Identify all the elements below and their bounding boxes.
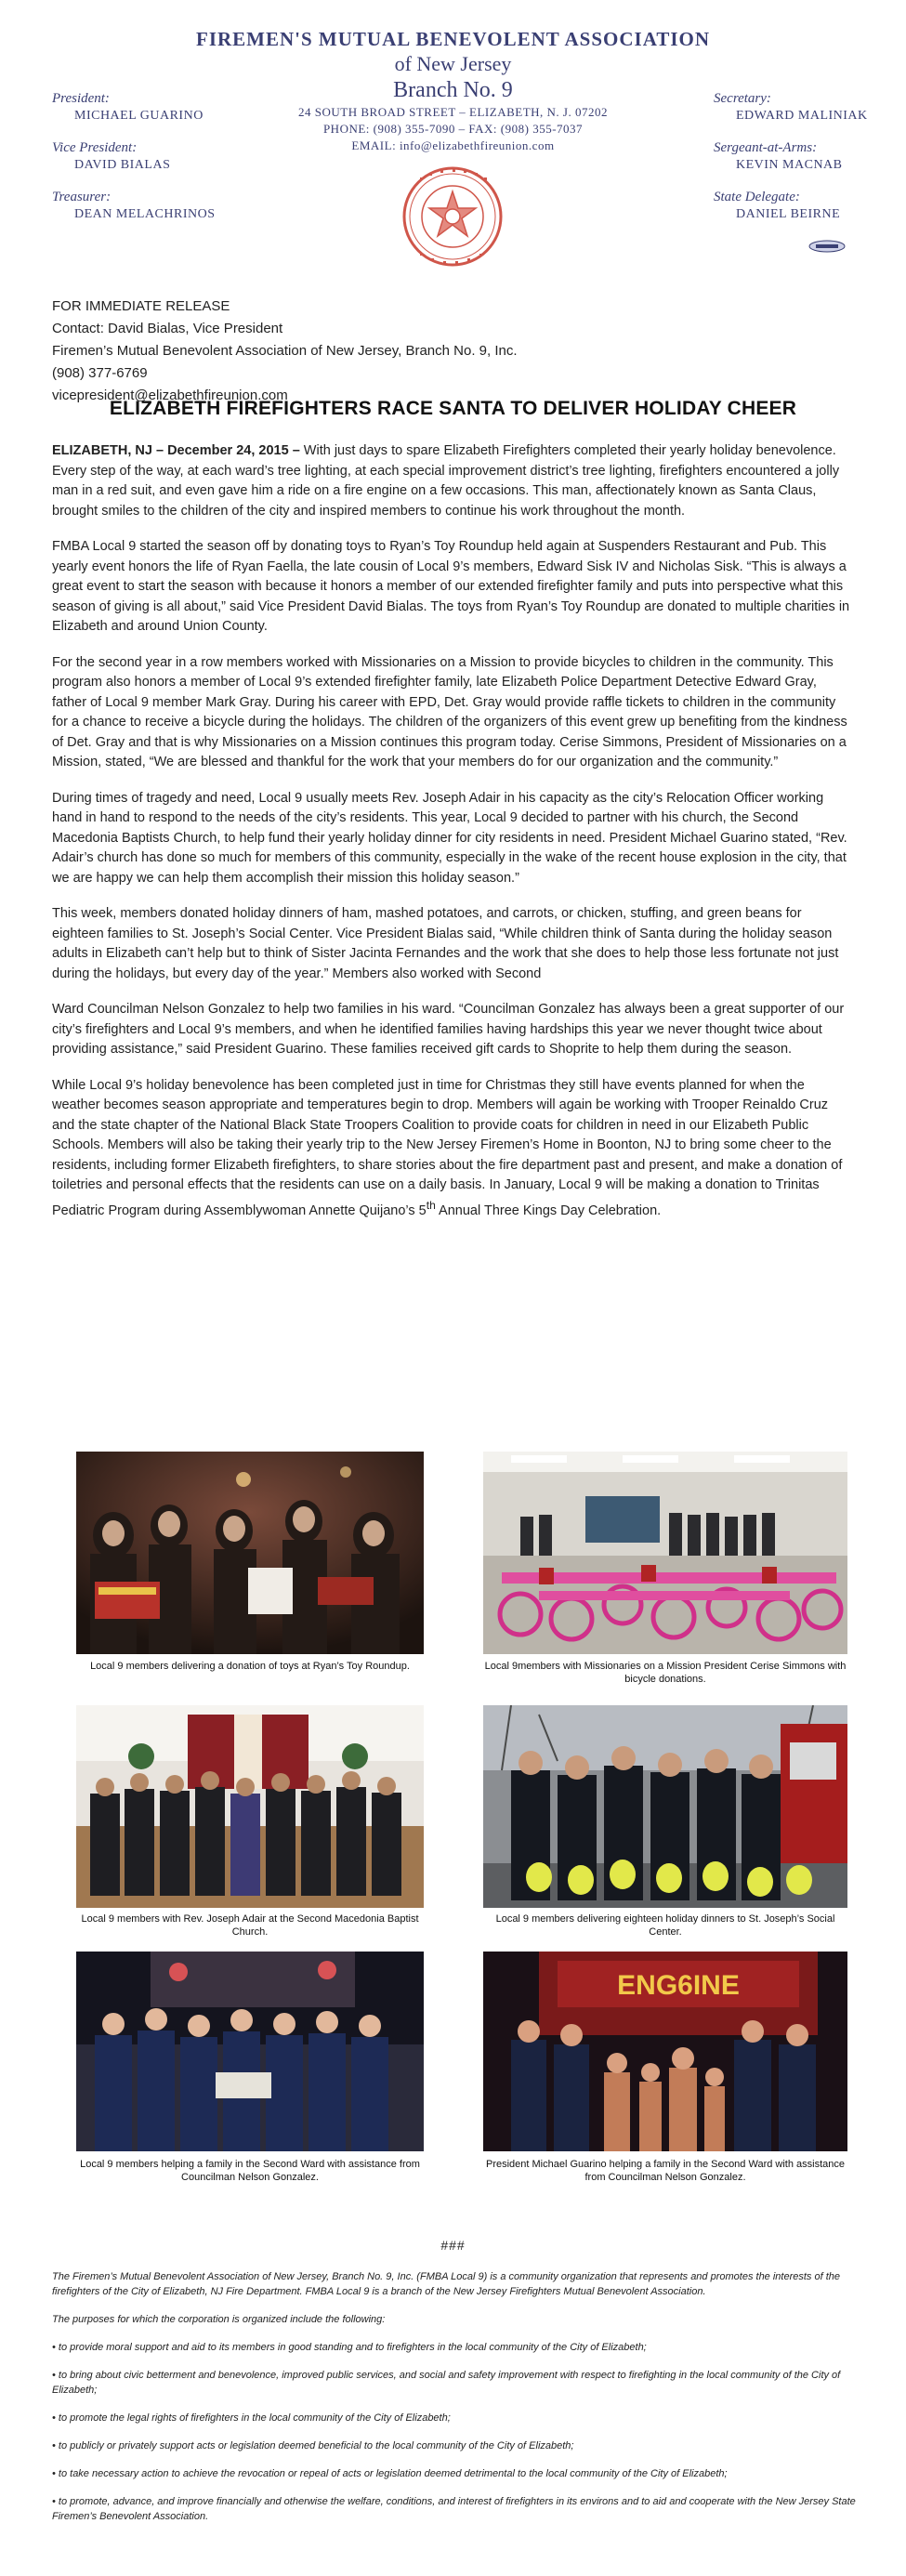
org-address: 24 SOUTH BROAD STREET – ELIZABETH, N. J. 07202 bbox=[298, 105, 608, 119]
officer-role: Sergeant-at-Arms: bbox=[714, 140, 818, 155]
superscript: th bbox=[426, 1198, 436, 1212]
photo-toy-roundup bbox=[76, 1452, 424, 1654]
photo-caption: Local 9 members with Rev. Joseph Adair at the Second Macedonia Baptist Church. bbox=[81, 1913, 419, 1938]
photo-caption: President Michael Guarino helping a family in the Second Ward with assistance from Councilman Nelson Gonzalez. bbox=[485, 2159, 845, 2183]
about-footer bbox=[52, 2269, 862, 2537]
photo-caption: Local 9members with Missionaries on a Mission President Cerise Simmons with bicycle donations. bbox=[484, 1661, 847, 1685]
officer-name: DEAN MELACHRINOS bbox=[74, 207, 216, 221]
purpose-item: • to promote the legal rights of firefighters in the local community of the City of Elizabeth; bbox=[52, 2412, 451, 2424]
headline: ELIZABETH FIREFIGHTERS RACE SANTA TO DELIVER HOLIDAY CHEER bbox=[109, 398, 797, 419]
purpose-item: • to bring about civic betterment and benevolence, improved public services, and social and safety improvement with respect to firefighting in the local community of the City of Elizabeth; bbox=[52, 2370, 841, 2396]
photo-second-ward-family bbox=[76, 1952, 424, 2151]
org-email[interactable]: EMAIL: info@elizabethfireunion.com bbox=[351, 138, 555, 152]
paragraph-2: FMBA Local 9 started the season off by donating toys to Ryan’s Toy Roundup held again at Suspenders Restaurant and Pub. This yearly event honors the life of Ryan Faella, the late cousin of Local 9’s members, Edward Sisk IV and Nicholas Sisk. “This is always a great event to start the season with because it honors a member of our extended firefighter family and puts into perspective what this season of giving is all about,” said Vice President David Bialas. The toys from Ryan’s Toy Roundup are donated to multiple charities in Elizabeth and around Union County. bbox=[52, 539, 850, 634]
photo-bicycles bbox=[483, 1452, 847, 1654]
officer-name: KEVIN MACNAB bbox=[736, 158, 843, 172]
release-contact-block bbox=[52, 296, 518, 407]
paragraph-text: While Local 9’s holiday benevolence has been completed just in time for Christmas they still have events planned for when the weather becomes season appropriate and temperatures begin to drop. Members will again be working with Trooper Reinaldo Cruz and the state chapter of the National Black State Troopers Coalition to provide coats for children in need in our Elizabeth Public Schools. Members will also be taking their yearly trip to the New Jersey Firemen’s Home in Boonton, NJ to bring some cheer to the residents, including former Elizabeth firefighters, to share stories about the fire department past and present, and make a donation of toiletries and personal effects that the residents can use on a daily basis. In January, Local 9 will be making a donation to Trinitas Pediatric Program during Assemblywoman Annette Quijano’s 5 bbox=[52, 1077, 843, 1218]
photo-holiday-dinners bbox=[483, 1705, 847, 1908]
photo-engine-six bbox=[483, 1952, 847, 2151]
org-name: FIREMEN'S MUTUAL BENEVOLENT ASSOCIATION bbox=[196, 28, 710, 50]
article-body bbox=[52, 441, 853, 1237]
officer-role: State Delegate: bbox=[714, 190, 800, 204]
officer-role: President: bbox=[52, 91, 110, 106]
purpose-item: • to take necessary action to achieve the revocation or repeal of acts or legislation deemed detrimental to the local community of the City of Elizabeth; bbox=[52, 2468, 728, 2479]
photo-church bbox=[76, 1705, 424, 1908]
purpose-item: • to publicly or privately support acts or legislation deemed beneficial to the local community of the City of Elizabeth; bbox=[52, 2440, 574, 2451]
officer-role: Secretary: bbox=[714, 91, 771, 106]
org-branch: Branch No. 9 bbox=[393, 78, 513, 102]
paragraph-1 bbox=[52, 441, 853, 521]
paragraph-6: Ward Councilman Nelson Gonzalez to help two families in his ward. “Councilman Gonzalez has always been a great supporter of our city’s firefighters and Local 9’s members, and when he identified families having hardships this year we never thought twice about providing assistance,” said President Guarino. These families received gift cards to Shoprite to help them during the season. bbox=[52, 1002, 845, 1057]
fmba-seal-logo bbox=[401, 165, 504, 268]
officer-name: DAVID BIALAS bbox=[74, 158, 171, 172]
officer-name: DANIEL BEIRNE bbox=[736, 207, 841, 221]
purpose-item: • to provide moral support and aid to its members in good standing and to firefighters in the local community of the City of Elizabeth; bbox=[52, 2342, 647, 2353]
org-phone: PHONE: (908) 355-7090 – FAX: (908) 355-7037 bbox=[322, 122, 584, 136]
paragraph-text: With just days to spare Elizabeth Firefighters completed their yearly holiday benevolence. Every step of the way, at each ward’s tree lighting, at each special improvement district’s tree lighting, firefighters encountered a jolly man in a red suit, and even gave him a ride on a fire engine on a few occasions. This man, affectionately known as Santa Claus, brought smiles to the children of the city and inspired members to continue his work throughout the month. bbox=[52, 443, 840, 519]
end-mark: ### bbox=[440, 2238, 466, 2253]
photo-caption: Local 9 members delivering eighteen holiday dinners to St. Joseph’s Social Center. bbox=[495, 1913, 835, 1938]
purposes-intro: The purposes for which the corporation is organized include the following: bbox=[52, 2314, 386, 2325]
officer-name: MICHAEL GUARINO bbox=[74, 109, 204, 123]
officer-role: Treasurer: bbox=[52, 190, 112, 204]
paragraph-7 bbox=[52, 1076, 853, 1221]
dateline: ELIZABETH, NJ – December 24, 2015 – bbox=[52, 443, 300, 458]
officer-role: Vice President: bbox=[52, 140, 138, 155]
paragraph-text: Annual Three Kings Day Celebration. bbox=[435, 1203, 662, 1218]
contact-name: Contact: David Bialas, Vice President bbox=[52, 321, 283, 336]
officers-left bbox=[52, 91, 216, 222]
union-label-icon bbox=[808, 240, 846, 253]
purpose-item: • to promote, advance, and improve financially and otherwise the welfare, conditions, and interest of firefighters in its environs and to aid and cooperate with the New Jersey State Firemen’s Benevolent Association. bbox=[52, 2496, 856, 2522]
photo-caption: Local 9 members helping a family in the Second Ward with assistance from Councilman Nelson Gonzalez. bbox=[80, 2159, 420, 2183]
officers-right bbox=[714, 91, 868, 222]
contact-phone: (908) 377-6769 bbox=[52, 365, 148, 381]
paragraph-5: This week, members donated holiday dinners of ham, mashed potatoes, and carrots, or chicken, stuffing, and green beans for eighteen families to St. Joseph’s Social Center. Vice President Bialas said, “While children think of Santa during the holiday season adults in Elizabeth can’t help but to think of Sister Jacinta Fernandes and the work that she does to help those less fortunate not just during the holidays, but every day of the year.” Members also worked with Second bbox=[52, 906, 839, 981]
truck-engine-label: ENG6INE bbox=[617, 1970, 740, 2001]
release-label: FOR IMMEDIATE RELEASE bbox=[52, 298, 230, 314]
officer-name: EDWARD MALINIAK bbox=[736, 109, 868, 123]
paragraph-3: For the second year in a row members worked with Missionaries on a Mission to provide bicycles to children in the community. This program also honors a member of Local 9’s extended firefighter family, late Elizabeth Police Department Detective Edward Gray, father of Local 9 member Mark Gray. During his career with EPD, Det. Gray would provide raffle tickets to children in the community for a chance to receive a bicycle during the holidays. The children of the organizers of this event grew up benefiting from the kindness of Det. Gray and that is why Missionaries on a Mission continues this program today. Cerise Simmons, President of Missionaries on a Mission, stated, “We are blessed and thankful for the work that your members do for our organization and the community.” bbox=[52, 654, 847, 769]
paragraph-4: During times of tragedy and need, Local 9 usually meets Rev. Joseph Adair in his capacity as the city’s Relocation Officer working hand in hand to respond to the needs of the city’s residents. This year, Local 9 decided to partner with his church, the Second Macedonia Baptists Church, to help fund their yearly holiday dinner for city residents in need. President Michael Guarino stated, “Rev. Adair’s church has done so much for members of this community, especially in the wake of the recent house explosion in the city, that we are happy we can help them accomplish their mission this holiday season.” bbox=[52, 790, 847, 886]
about-paragraph: The Firemen’s Mutual Benevolent Association of New Jersey, Branch No. 9, Inc. (FMBA Local 9) is a community organization that represents and promotes the interests of the firefighters of the City of Elizabeth, NJ Fire Department. FMBA Local 9 is a branch of the New Jersey Firefighters Mutual Benevolent Association. bbox=[52, 2271, 841, 2297]
org-state: of New Jersey bbox=[394, 52, 512, 75]
contact-org: Firemen’s Mutual Benevolent Association of New Jersey, Branch No. 9, Inc. bbox=[52, 343, 518, 359]
photo-caption: Local 9 members delivering a donation of toys at Ryan’s Toy Roundup. bbox=[90, 1661, 410, 1672]
contact-email[interactable]: vicepresident@elizabethfireunion.com bbox=[52, 388, 288, 403]
